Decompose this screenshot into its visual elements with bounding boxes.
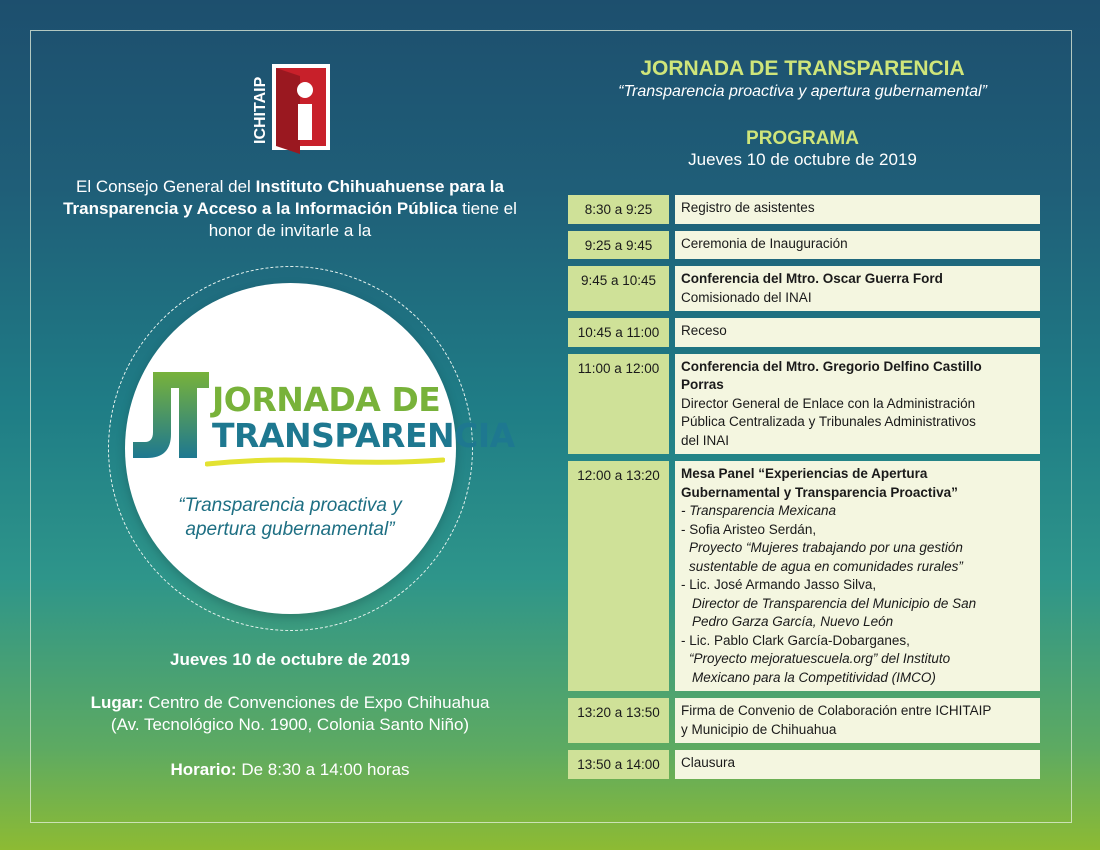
event-place: Lugar: Centro de Convenciones de Expo Chihuahua (Av. Tecnológico No. 1900, Colonia Santo Niño) xyxy=(90,693,490,734)
emblem-title-line2: TRANSPARENCIA xyxy=(212,416,515,455)
event-date: Jueves 10 de octubre de 2019 xyxy=(169,650,411,669)
schedule-line: - Transparencia Mexicana xyxy=(681,503,837,518)
schedule-line: Pública Centralizada y Tribunales Administrativos xyxy=(681,414,976,429)
program-title: JORNADA DE TRANSPARENCIA xyxy=(640,57,965,80)
schedule-line: del INAI xyxy=(681,432,730,448)
schedule-line: Firma de Convenio de Colaboración entre ICHITAIP xyxy=(681,703,992,718)
schedule-row xyxy=(568,318,1040,347)
schedule-line: Porras xyxy=(681,377,724,392)
schedule-line: Comisionado del INAI xyxy=(681,289,812,305)
schedule-line: Clausura xyxy=(681,755,736,770)
schedule-time: 9:45 a 10:45 xyxy=(568,266,675,311)
schedule-time: 11:00 a 12:00 xyxy=(568,354,675,455)
schedule-line: Ceremonia de Inauguración xyxy=(681,235,848,251)
schedule-line: y Municipio de Chihuahua xyxy=(681,721,837,737)
emblem-title-line1: JORNADA DE xyxy=(212,380,441,419)
schedule-line: - Lic. Pablo Clark García-Dobarganes, xyxy=(681,632,910,648)
institute-name: Instituto Chihuahuense para la Transparencia y Acceso a la Información Pública xyxy=(63,177,504,218)
logo-brand-text: ICHITAIP xyxy=(252,76,269,144)
schedule-description xyxy=(675,698,1040,743)
emblem-underline-stroke xyxy=(205,455,445,469)
program-heading: PROGRAMA xyxy=(746,128,859,149)
schedule-description xyxy=(675,195,1040,224)
schedule-row xyxy=(568,354,1040,455)
schedule-line: Mexicano para la Competitividad (IMCO) xyxy=(692,669,936,685)
jt-monogram xyxy=(131,368,209,460)
emblem-tagline: “Transparencia proactiva y apertura gubernamental” xyxy=(178,495,402,540)
program-schedule xyxy=(568,188,1040,786)
schedule-row xyxy=(568,461,1040,691)
schedule-row xyxy=(568,195,1040,224)
program-subtitle: “Transparencia proactiva y apertura gubernamental” xyxy=(618,83,987,100)
schedule-time: 13:50 a 14:00 xyxy=(568,750,675,779)
schedule-line: sustentable de agua en comunidades rurales” xyxy=(689,558,963,574)
schedule-line: Pedro Garza García, Nuevo León xyxy=(692,614,894,629)
program-date: Jueves 10 de octubre de 2019 xyxy=(688,150,917,169)
schedule-description xyxy=(675,750,1040,779)
schedule-time: 13:20 a 13:50 xyxy=(568,698,675,743)
schedule-time: 10:45 a 11:00 xyxy=(568,318,675,347)
ichitaip-logo xyxy=(250,60,332,156)
schedule-time: 9:25 a 9:45 xyxy=(568,231,675,260)
schedule-line: Conferencia del Mtro. Gregorio Delfino Castillo xyxy=(681,358,982,374)
event-hours: Horario: De 8:30 a 14:00 horas xyxy=(170,760,410,779)
place-label: Lugar: xyxy=(90,693,144,712)
schedule-line: Gubernamental y Transparencia Proactiva” xyxy=(681,484,958,500)
schedule-row xyxy=(568,231,1040,260)
schedule-line: Receso xyxy=(681,323,727,338)
schedule-description xyxy=(675,231,1040,260)
schedule-row xyxy=(568,266,1040,311)
schedule-time: 12:00 a 13:20 xyxy=(568,461,675,691)
schedule-line: Conferencia del Mtro. Oscar Guerra Ford xyxy=(681,271,943,286)
schedule-description xyxy=(675,266,1040,311)
schedule-line: Proyecto “Mujeres trabajando por una gestión xyxy=(689,540,963,555)
schedule-row xyxy=(568,750,1040,779)
emblem-title xyxy=(212,380,515,455)
schedule-row xyxy=(568,698,1040,743)
schedule-description xyxy=(675,318,1040,347)
hours-label: Horario: xyxy=(170,760,237,779)
schedule-line: Director General de Enlace con la Administración xyxy=(681,395,976,411)
schedule-line: - Lic. José Armando Jasso Silva, xyxy=(681,577,877,592)
schedule-line: “Proyecto mejoratuescuela.org” del Instituto xyxy=(689,651,951,666)
invitation-text: El Consejo General del Instituto Chihuahuense para la Transparencia y Acceso a la Información Pública tiene el honor de invitarle a la xyxy=(63,177,517,240)
schedule-description xyxy=(675,354,1040,455)
schedule-description xyxy=(675,461,1040,691)
schedule-line: Registro de asistentes xyxy=(681,200,815,215)
schedule-line: - Sofia Aristeo Serdán, xyxy=(681,521,817,537)
schedule-line: Director de Transparencia del Municipio de San xyxy=(692,595,977,611)
schedule-time: 8:30 a 9:25 xyxy=(568,195,675,224)
schedule-line: Mesa Panel “Experiencias de Apertura xyxy=(681,466,928,481)
